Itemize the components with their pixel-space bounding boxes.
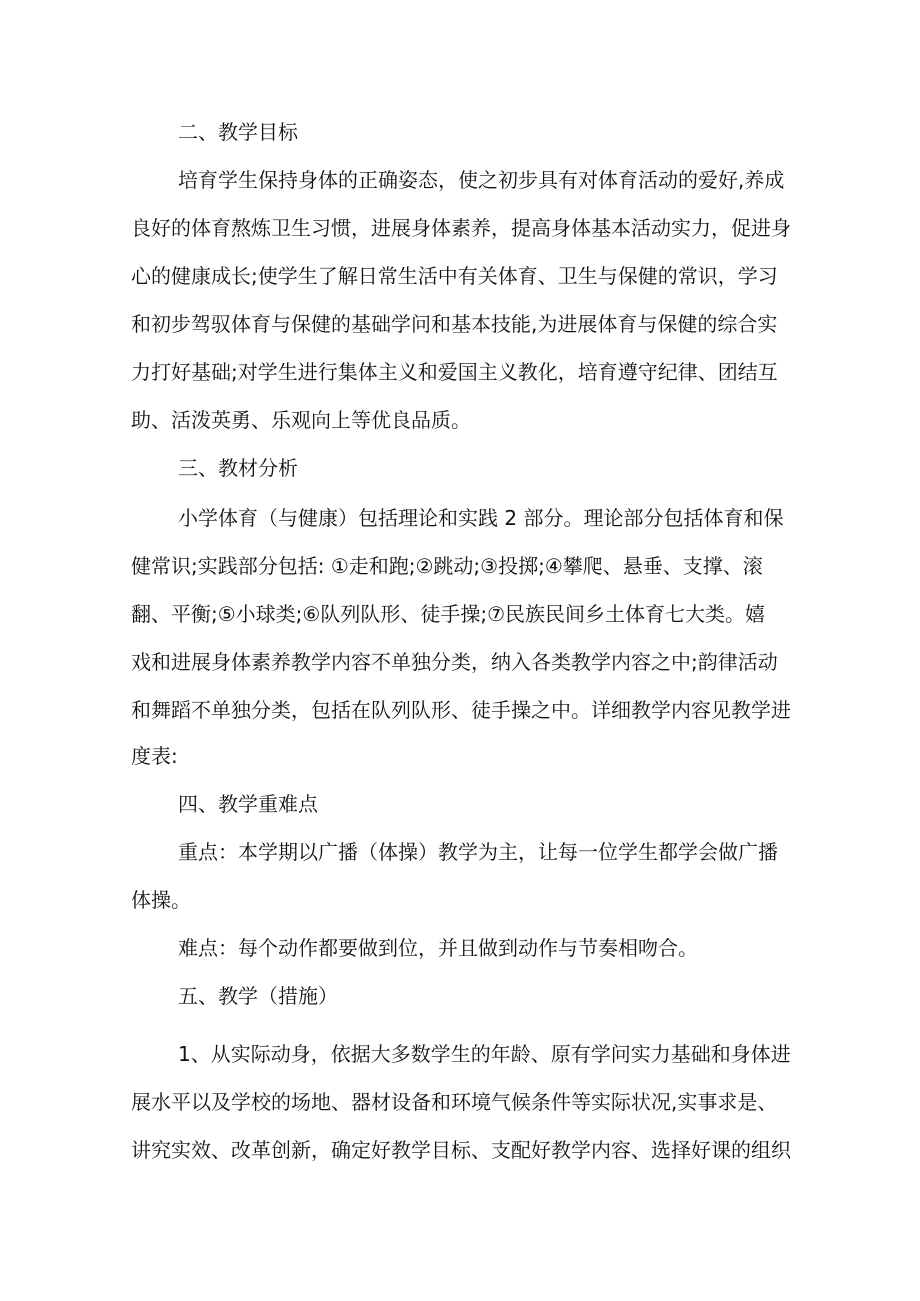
- paragraph-line: 和初步驾驭体育与保健的基础学问和基本技能,为进展体育与保健的综合实: [131, 312, 778, 336]
- paragraph-line: 讲究实效、改革创新，确定好教学目标、支配好教学内容、选择好课的组织: [131, 1138, 791, 1162]
- paragraph-line: 培育学生保持身体的正确姿态，使之初步具有对体育活动的爱好,养成: [178, 168, 785, 192]
- section-heading-teaching-goals: 二、教学目标: [178, 120, 298, 144]
- paragraph-line: 重点：本学期以广播（体操）教学为主，让每一位学生都学会做广播: [178, 840, 778, 864]
- section-heading-key-difficulties: 四、教学重难点: [178, 792, 318, 816]
- paragraph-line: 体操。: [131, 888, 191, 912]
- paragraph-line: 心的健康成长;使学生了解日常生活中有关体育、卫生与保健的常识，学习: [131, 264, 778, 288]
- paragraph-line: 度表:: [131, 744, 178, 768]
- paragraph-line: 难点：每个动作都要做到位，并且做到动作与节奏相吻合。: [178, 936, 698, 960]
- paragraph-line: 力打好基础;对学生进行集体主义和爱国主义教化，培育遵守纪律、团结互: [131, 360, 778, 384]
- paragraph-line: 翻、平衡;⑤小球类;⑥队列队形、徒手操;⑦民族民间乡土体育七大类。嬉: [131, 602, 766, 626]
- paragraph-line: 助、活泼英勇、乐观向上等优良品质。: [131, 408, 471, 432]
- section-heading-material-analysis: 三、教材分析: [178, 456, 298, 480]
- paragraph-line: 戏和进展身体素养教学内容不单独分类，纳入各类教学内容之中;韵律活动: [131, 650, 778, 674]
- paragraph-line: 小学体育（与健康）包括理论和实践 2 部分。理论部分包括体育和保: [178, 506, 784, 530]
- paragraph-line: 1、从实际动身，依据大多数学生的年龄、原有学问实力基础和身体进: [178, 1042, 791, 1066]
- paragraph-line: 和舞蹈不单独分类，包括在队列队形、徒手操之中。详细教学内容见教学进: [131, 698, 791, 722]
- paragraph-line: 展水平以及学校的场地、器材设备和环境气候条件等实际状况,实事求是、: [131, 1090, 778, 1114]
- paragraph-line: 良好的体育熬炼卫生习惯，进展身体素养，提高身体基本活动实力，促进身: [131, 216, 791, 240]
- paragraph-line: 健常识;实践部分包括: ①走和跑;②跳动;③投掷;④攀爬、悬垂、支撑、滚: [131, 554, 763, 578]
- section-heading-teaching-measures: 五、教学（措施）: [178, 984, 338, 1008]
